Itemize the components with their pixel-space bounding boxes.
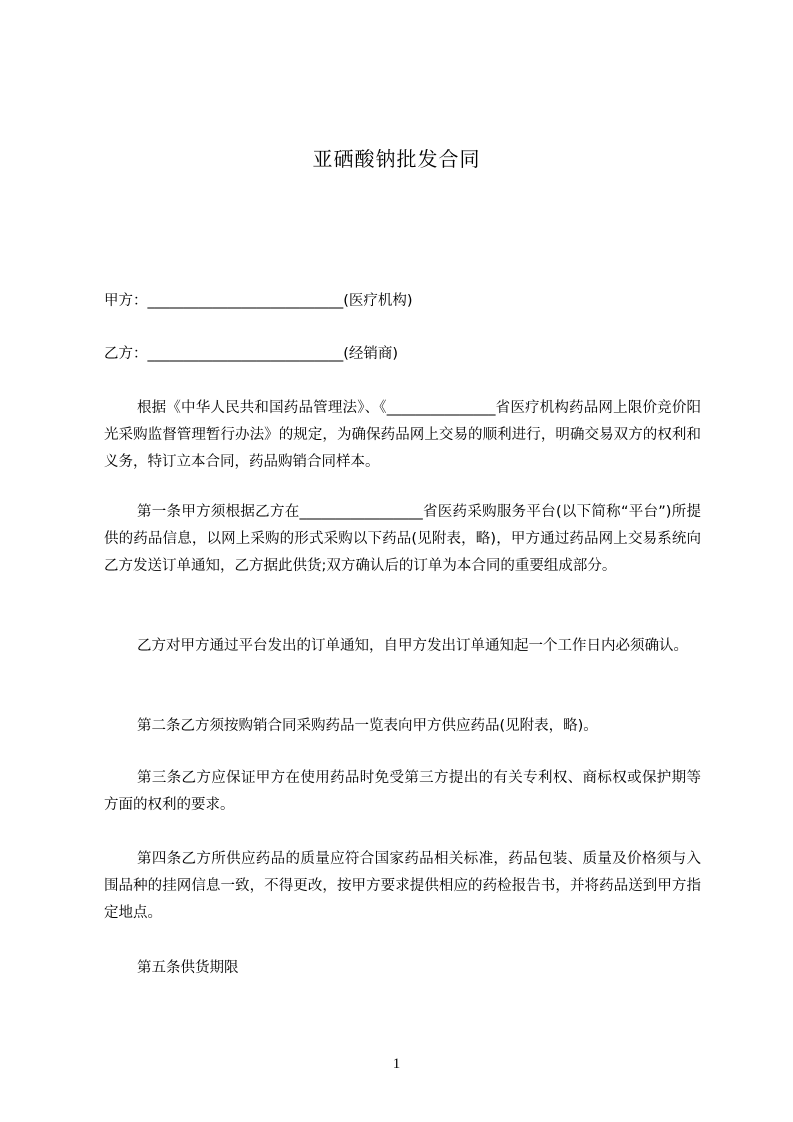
confirmation-paragraph: 乙方对甲方通过平台发出的订单通知，自甲方发出订单通知起一个工作日内必须确认。	[137, 638, 688, 654]
page-number: 1	[392, 1056, 401, 1072]
preamble-paragraph: 根据《中华人民共和国药品管理法》、《_______________省医疗机构药品网上限价竞价阳光采购监督管理暂行办法》的规定，为确保药品网上交易的顺利进行，明确交易双方的权利和义务，特订立本合同，药品购销合同样本。	[104, 400, 701, 470]
article-2-paragraph: 第二条乙方须按购销合同采购药品一览表向甲方供应药品(见附表，略)。	[137, 718, 598, 734]
article-4-paragraph: 第四条乙方所供应药品的质量应符合国家药品相关标准，药品包装、质量及价格须与入围品种的挂网信息一致，不得更改，按甲方要求提供相应的药检报告书，并将药品送到甲方指定地点。	[104, 851, 701, 921]
article-1-paragraph: 第一条甲方须根据乙方在_________________省医药采购服务平台(以下简称“平台”)所提供的药品信息，以网上采购的形式采购以下药品(见附表，略)，甲方通过药品网上交易系统向乙方发送订单通知，乙方据此供货;双方确认后的订单为本合同的重要组成部分。	[104, 504, 701, 574]
party-b-line: 乙方：___________________________(经销商)	[104, 346, 399, 362]
party-a-line: 甲方：___________________________(医疗机构)	[104, 293, 413, 309]
article-5-heading: 第五条供货期限	[137, 960, 239, 976]
article-3-paragraph: 第三条乙方应保证甲方在使用药品时免受第三方提出的有关专利权、商标权或保护期等方面的权利的要求。	[104, 770, 701, 813]
contract-title: 亚硒酸钠批发合同	[312, 147, 481, 171]
